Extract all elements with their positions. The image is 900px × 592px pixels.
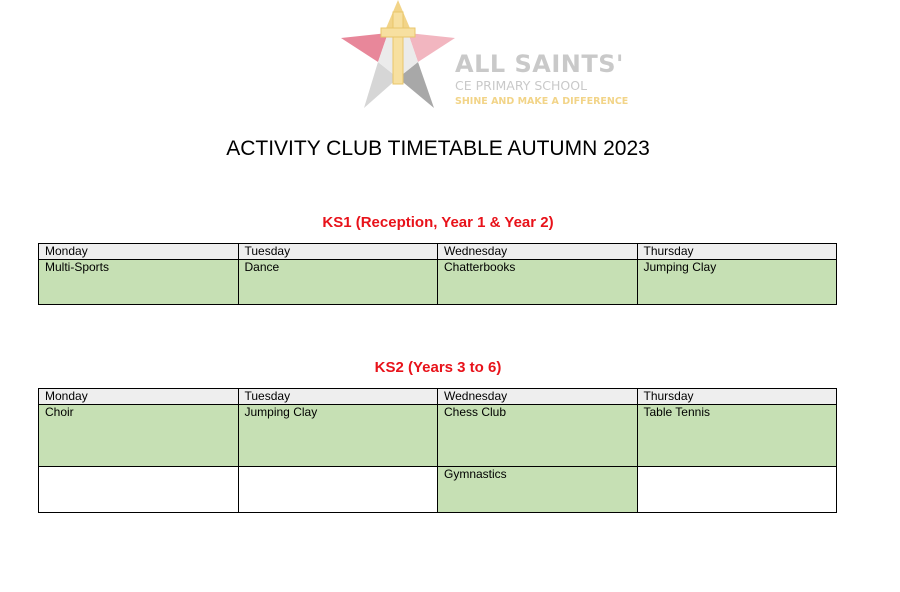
- day-header-thursday: Thursday: [637, 389, 837, 405]
- ks2-heading: KS2 (Years 3 to 6): [374, 359, 502, 376]
- day-header-tuesday: Tuesday: [238, 389, 438, 405]
- empty-cell: [39, 467, 239, 513]
- school-logo: [338, 0, 629, 112]
- ks1-timetable: [38, 243, 837, 305]
- activity-cell: Table Tennis: [637, 405, 837, 467]
- activity-cell: Dance: [238, 260, 438, 305]
- day-header-monday: Monday: [39, 244, 239, 260]
- activity-cell: Jumping Clay: [637, 260, 837, 305]
- activity-cell: Choir: [39, 405, 239, 467]
- day-header-monday: Monday: [39, 389, 239, 405]
- activity-cell: Chatterbooks: [438, 260, 638, 305]
- activity-cell: Jumping Clay: [238, 405, 438, 467]
- header-row: [39, 244, 837, 260]
- activity-cell: Multi-Sports: [39, 260, 239, 305]
- ks1-heading: KS1 (Reception, Year 1 & Year 2): [322, 214, 554, 231]
- table-row: [39, 467, 837, 513]
- empty-cell: [238, 467, 438, 513]
- day-header-thursday: Thursday: [637, 244, 837, 260]
- activity-cell: Chess Club: [438, 405, 638, 467]
- day-header-wednesday: Wednesday: [438, 389, 638, 405]
- header-row: [39, 389, 837, 405]
- school-subtitle: CE PRIMARY SCHOOL: [455, 78, 588, 93]
- table-row: [39, 260, 837, 305]
- school-name: ALL SAINTS': [455, 50, 624, 78]
- school-motto: SHINE AND MAKE A DIFFERENCE: [455, 96, 629, 107]
- empty-cell: [637, 467, 837, 513]
- star-cross-icon: [338, 0, 458, 112]
- day-header-wednesday: Wednesday: [438, 244, 638, 260]
- activity-cell: Gymnastics: [438, 467, 638, 513]
- table-row: [39, 405, 837, 467]
- page-title: ACTIVITY CLUB TIMETABLE AUTUMN 2023: [226, 137, 650, 160]
- ks2-timetable: [38, 388, 837, 513]
- day-header-tuesday: Tuesday: [238, 244, 438, 260]
